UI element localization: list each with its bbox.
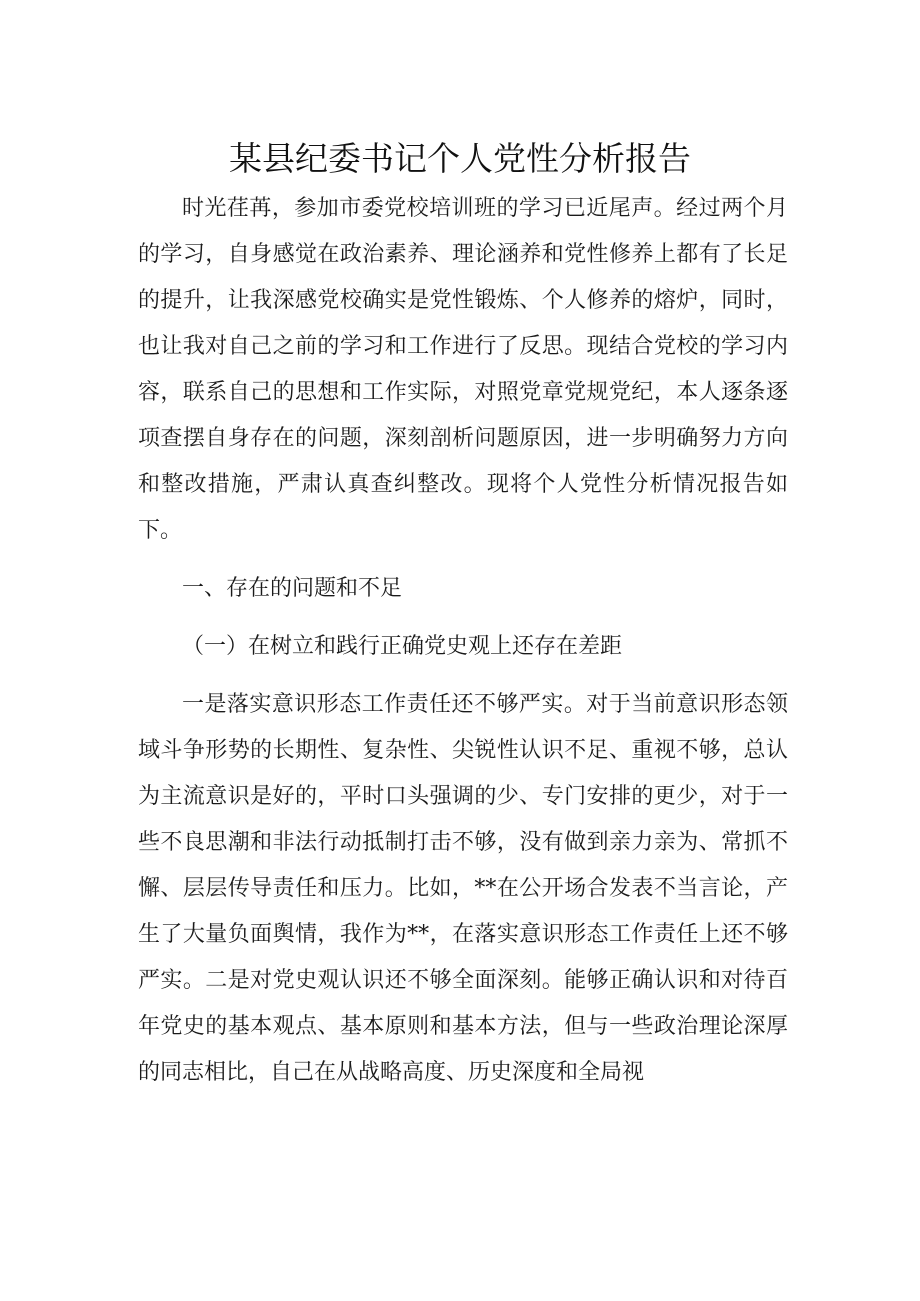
document-body	[138, 186, 788, 1096]
subsection-heading: （一）在树立和践行正确党史观上还存在差距	[182, 634, 623, 659]
section-heading: 一、存在的问题和不足	[182, 576, 403, 601]
body-paragraph: 一是落实意识形态工作责任还不够严实。对于当前意识形态领域斗争形势的长期性、复杂性、尖锐性认识不足、重视不够，总认为主流意识是好的，平时口头强调的少、专门安排的更少，对于一些不良思潮和非法行动抵制打击不够，没有做到亲力亲为、常抓不懈、层层传导责任和压力。比如，**在公开场合发表不当言论，产生了大量负面舆情，我作为**，在落实意识形态工作责任上还不够严实。二是对党史观认识还不够全面深刻。能够正确认识和对待百年党史的基本观点、基本原则和基本方法，但与一些政治理论深厚的同志相比，自己在从战略高度、历史深度和全局视	[138, 692, 788, 1085]
intro-paragraph: 时光荏苒，参加市委党校培训班的学习已近尾声。经过两个月的学习，自身感觉在政治素养、理论涵养和党性修养上都有了长足的提升，让我深感党校确实是党性锻炼、个人修养的熔炉，同时，也让我对自己之前的学习和工作进行了反思。现结合党校的学习内容，联系自己的思想和工作实际，对照党章党规党纪，本人逐条逐项查摆自身存在的问题，深刻剖析问题原因，进一步明确努力方向和整改措施，严肃认真查纠整改。现将个人党性分析情况报告如下。	[138, 196, 788, 543]
document-title: 某县纪委书记个人党性分析报告	[229, 139, 691, 178]
